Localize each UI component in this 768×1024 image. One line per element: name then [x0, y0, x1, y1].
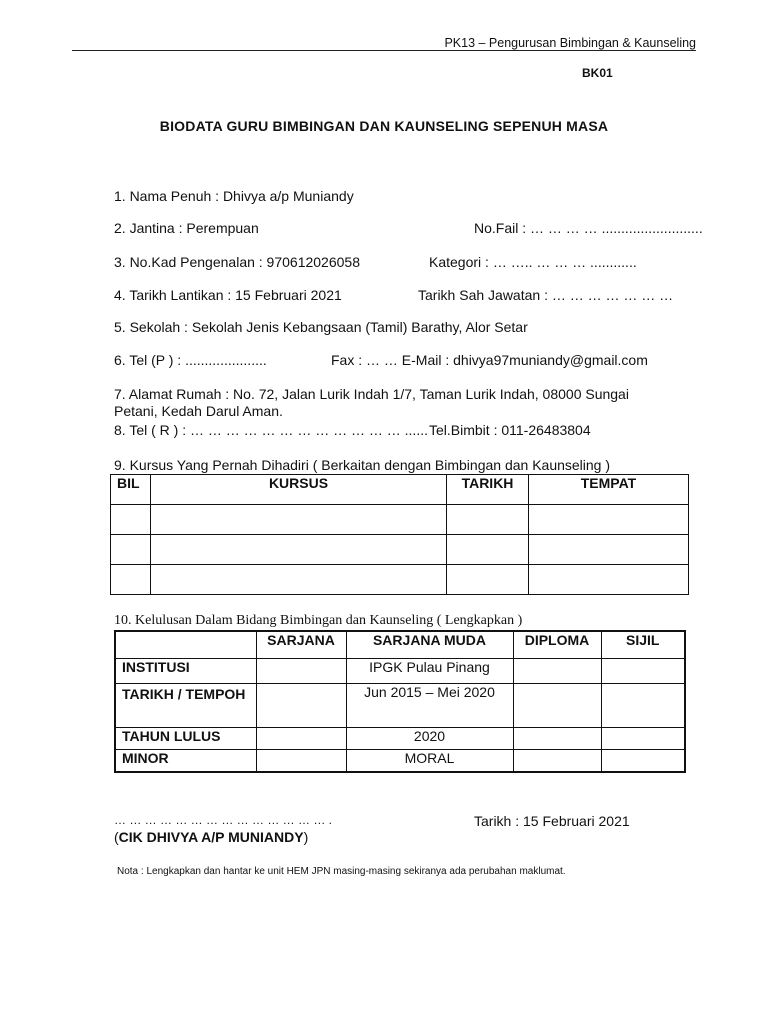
column-header: [115, 631, 256, 659]
table-row: [111, 535, 689, 565]
table-cell: [256, 684, 346, 728]
table-cell: [447, 535, 529, 565]
course-table: [110, 474, 689, 595]
table-cell: [447, 505, 529, 535]
column-header: SARJANA: [256, 631, 346, 659]
table-cell: [601, 728, 685, 750]
row-label: TAHUN LULUS: [115, 728, 256, 750]
table-cell: [601, 659, 685, 684]
field-school: 5. Sekolah : Sekolah Jenis Kebangsaan (Tamil) Barathy, Alor Setar: [114, 319, 528, 335]
field-courses-heading: 9. Kursus Yang Pernah Dihadiri ( Berkaitan dengan Bimbingan dan Kaunseling ): [114, 457, 611, 473]
table-cell: MORAL: [346, 750, 513, 772]
field-mobile: Tel.Bimbit : 011-26483804: [429, 422, 591, 438]
table-cell: 2020: [346, 728, 513, 750]
table-cell: [151, 565, 447, 595]
row-label: INSTITUSI: [115, 659, 256, 684]
table-cell: [513, 659, 601, 684]
field-tel-office: 6. Tel (P ) : .....................: [114, 352, 267, 368]
table-header-row: [115, 631, 685, 659]
column-header: KURSUS: [151, 475, 447, 505]
table-cell: [256, 728, 346, 750]
table-cell: [111, 505, 151, 535]
table-cell: [529, 535, 689, 565]
field-ic: 3. No.Kad Pengenalan : 970612026058: [114, 254, 360, 270]
row-label: TARIKH / TEMPOH: [115, 684, 256, 728]
table-row: [115, 684, 685, 728]
table-cell: [513, 750, 601, 772]
table-cell: [256, 659, 346, 684]
table-row: [111, 505, 689, 535]
column-header: SIJIL: [601, 631, 685, 659]
field-appointment-date: 4. Tarikh Lantikan : 15 Februari 2021: [114, 287, 342, 303]
header-text: PK13 – Pengurusan Bimbingan & Kaunseling: [444, 36, 696, 50]
signature-date: Tarikh : 15 Februari 2021: [474, 813, 630, 829]
column-header: DIPLOMA: [513, 631, 601, 659]
table-row: [115, 659, 685, 684]
signature-name: [114, 829, 308, 845]
table-row: [115, 750, 685, 772]
column-header: TARIKH: [447, 475, 529, 505]
table-header-row: [111, 475, 689, 505]
signature-line: … … … … … … … … … … … … … … .: [114, 813, 333, 827]
field-address-line2: Petani, Kedah Darul Aman.: [114, 403, 283, 419]
column-header: TEMPAT: [529, 475, 689, 505]
field-address-line1: 7. Alamat Rumah : No. 72, Jalan Lurik Indah 1/7, Taman Lurik Indah, 08000 Sungai: [114, 386, 629, 402]
signatory-name: CIK DHIVYA A/P MUNIANDY: [118, 829, 304, 845]
signature-paren-open: (: [114, 829, 119, 845]
table-cell: [601, 750, 685, 772]
table-cell: [529, 505, 689, 535]
header-divider: [72, 50, 696, 51]
table-row: [111, 565, 689, 595]
table-cell: IPGK Pulau Pinang: [346, 659, 513, 684]
field-file-no: No.Fail : … … … … ..........................: [474, 220, 703, 236]
column-header: SARJANA MUDA: [346, 631, 513, 659]
form-code: BK01: [582, 66, 613, 80]
table-cell: [111, 565, 151, 595]
footnote: Nota : Lengkapkan dan hantar ke unit HEM JPN masing-masing sekiranya ada perubahan maklumat.: [117, 866, 566, 877]
table-cell: [151, 535, 447, 565]
signature-paren-close: ): [303, 829, 309, 845]
table-cell: [151, 505, 447, 535]
table-cell: Jun 2015 – Mei 2020: [346, 684, 513, 728]
qualification-table: [114, 630, 686, 773]
table-cell: [513, 728, 601, 750]
table-cell: [256, 750, 346, 772]
column-header: BIL: [111, 475, 151, 505]
table-cell: [601, 684, 685, 728]
field-tel-home: 8. Tel ( R ) : … … … … … … … … … … … … ......: [114, 422, 428, 438]
field-category: Kategori : … ….. … … … ............: [429, 254, 637, 270]
field-name: 1. Nama Penuh : Dhivya a/p Muniandy: [114, 188, 354, 204]
field-fax-email: Fax : … … E-Mail : dhivya97muniandy@gmail.com: [331, 352, 648, 368]
field-confirmation-date: Tarikh Sah Jawatan : … … … … … … …: [418, 287, 674, 303]
table-cell: [513, 684, 601, 728]
table-cell: [447, 565, 529, 595]
page-title: BIODATA GURU BIMBINGAN DAN KAUNSELING SEPENUH MASA: [159, 118, 609, 134]
table-row: [115, 728, 685, 750]
field-qualification-heading: 10. Kelulusan Dalam Bidang Bimbingan dan Kaunseling ( Lengkapkan ): [114, 613, 523, 628]
table-cell: [111, 535, 151, 565]
table-cell: [529, 565, 689, 595]
field-gender: 2. Jantina : Perempuan: [114, 220, 259, 236]
row-label: MINOR: [115, 750, 256, 772]
